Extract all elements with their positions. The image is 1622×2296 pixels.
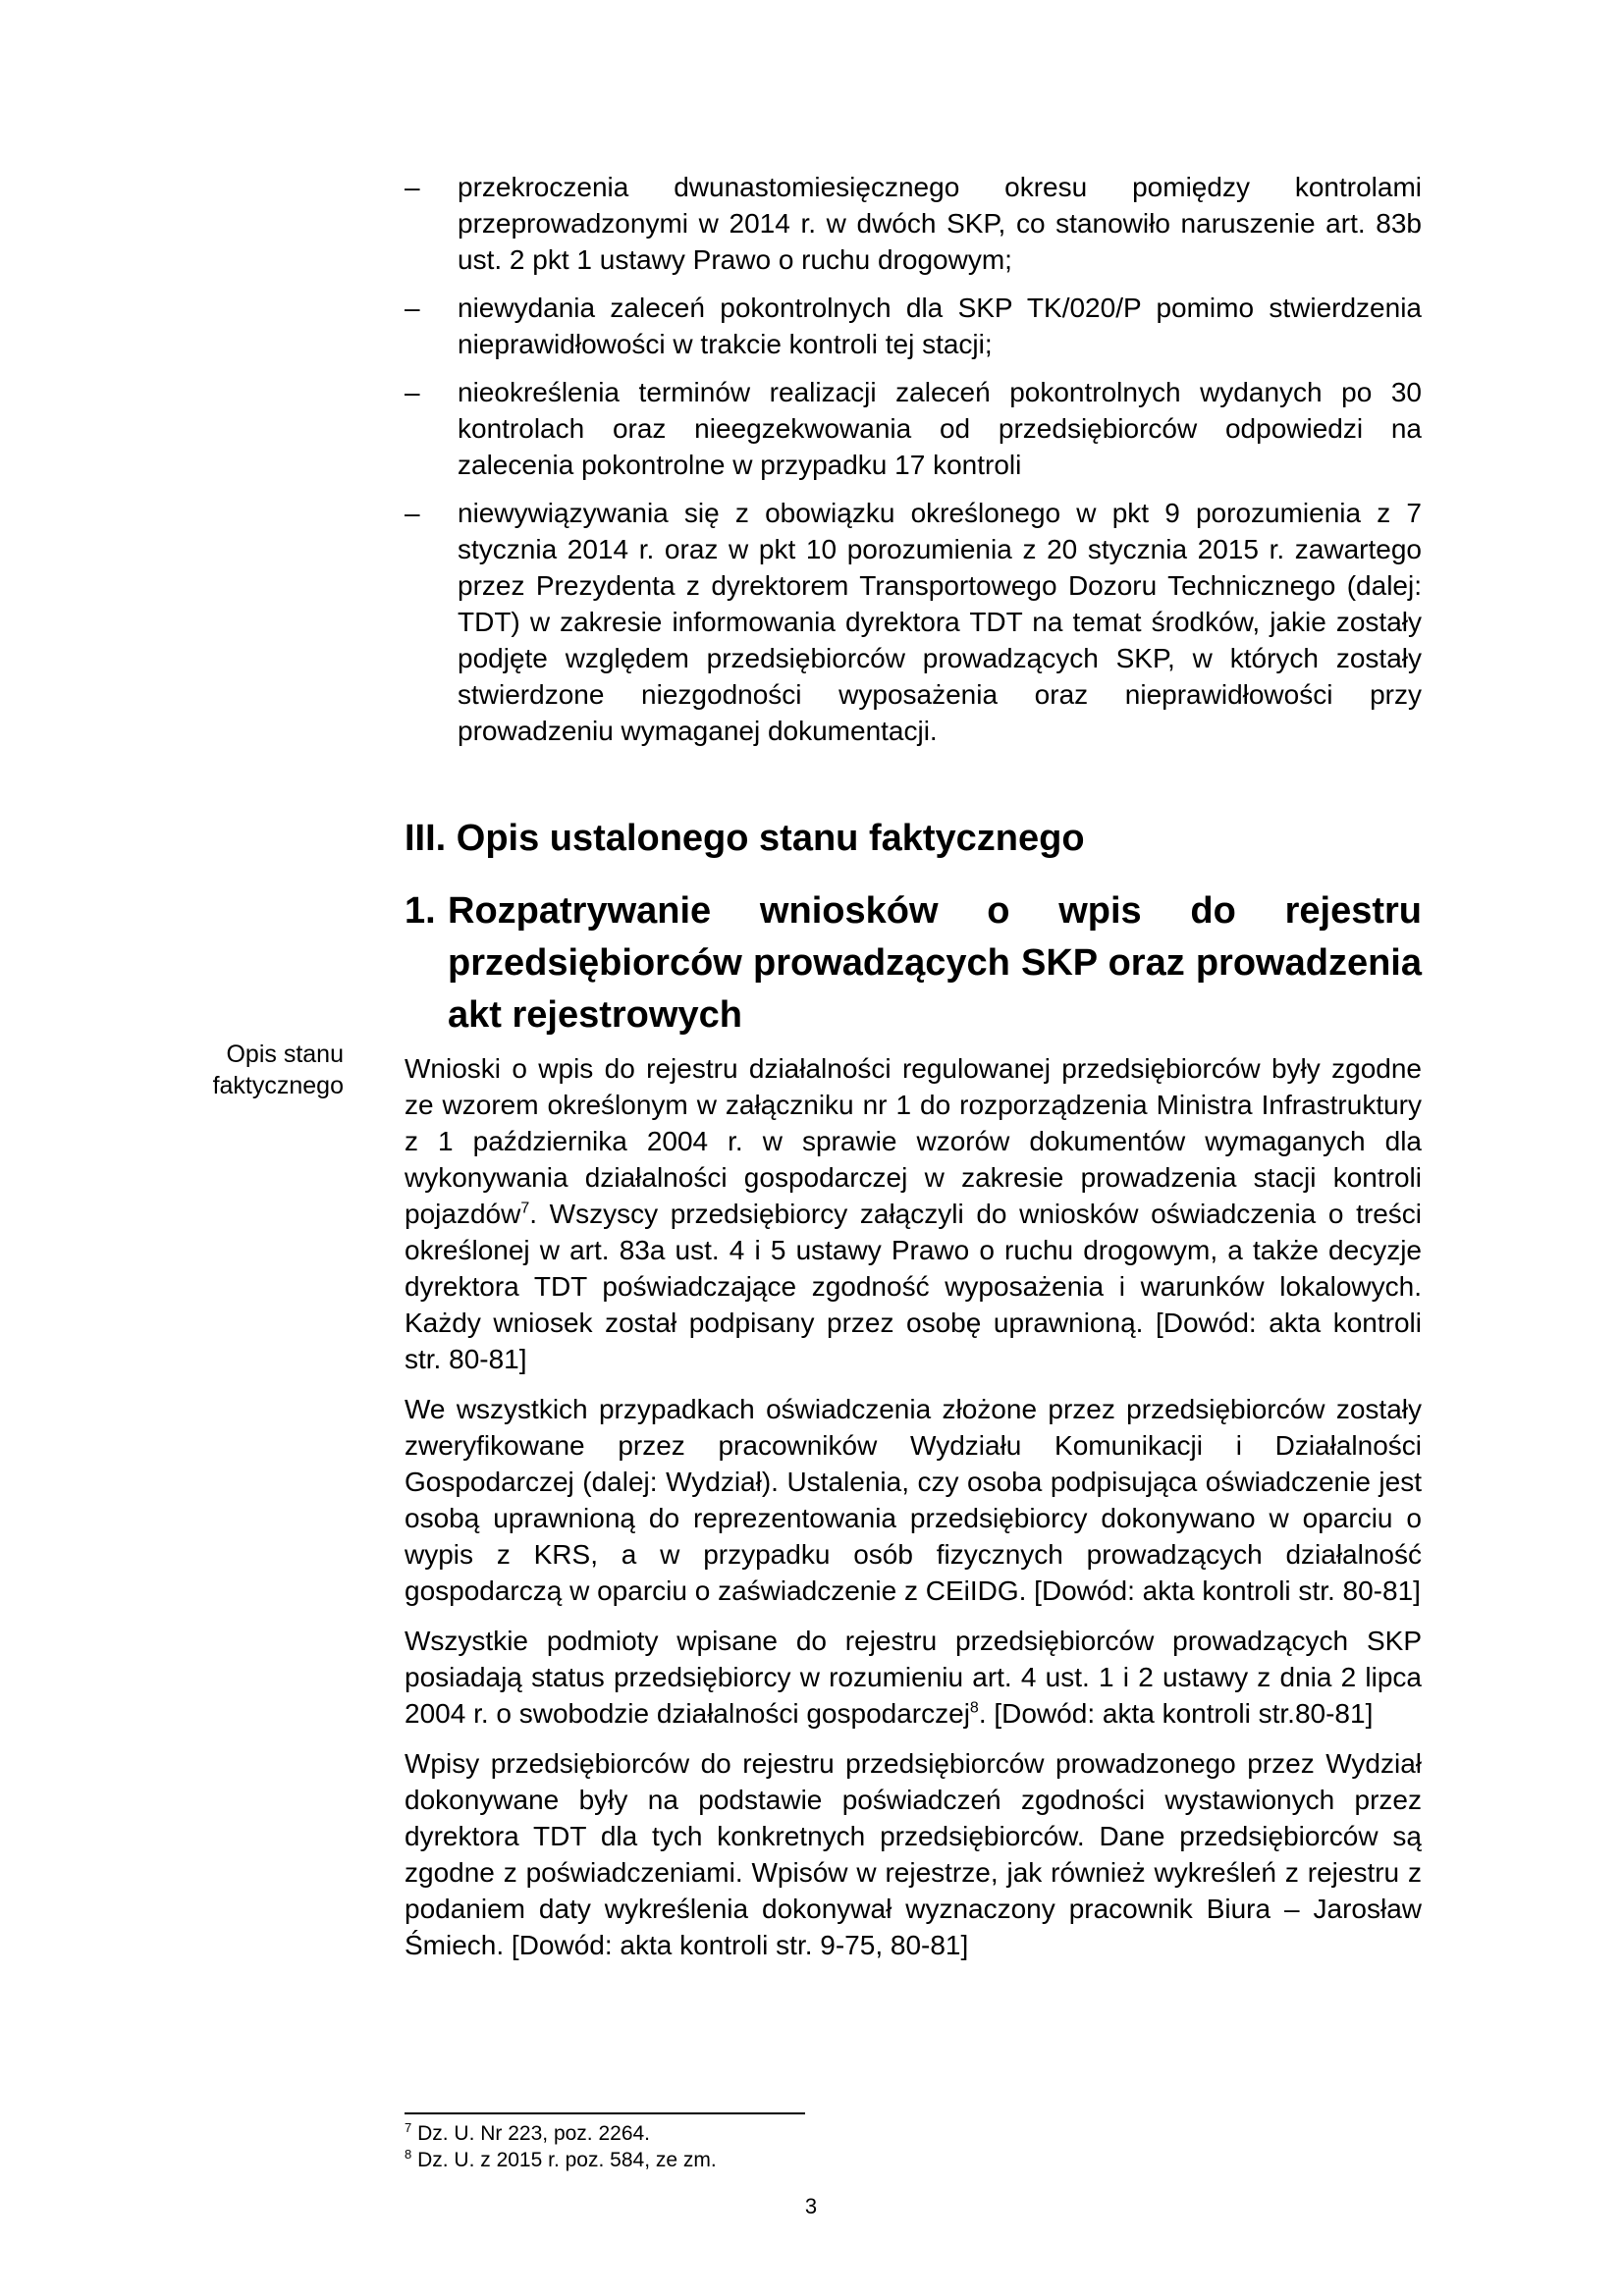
subsection-title: Rozpatrywanie wniosków o wpis do rejestru przedsiębiorców prowadzących SKP oraz prowadzenia akt rejestrowych: [448, 890, 1422, 1036]
margin-note: Opis stanu faktycznego: [212, 1041, 344, 1099]
paragraph-text: Wszystkie podmioty wpisane do rejestru przedsiębiorców prowadzących SKP posiadają status przedsiębiorcy w rozumieniu art. 4 ust. 1 i 2 ustawy z dnia 2 lipca 2004 r. o swobodzie działalności gospodarczej: [405, 1626, 1422, 1729]
bullet-dash: –: [405, 293, 420, 323]
bullet-dash: –: [405, 498, 420, 528]
bullet-text: nieokreślenia terminów realizacji zaleceń pokontrolnych wydanych po 30 kontrolach oraz nieegzekwowania od przedsiębiorców odpowiedzi na zalecenia pokontrolne w przypadku 17 kontroli: [458, 377, 1422, 480]
paragraph-text: Wnioski o wpis do rejestru działalności regulowanej przedsiębiorców były zgodne ze wzorem określonym w załączniku nr 1 do rozporządzenia Ministra Infrastruktury z 1 października 2004 r. w sprawie wzorów dokumentów wymaganych dla wykonywania działalności gospodarczej w zakresie prowadzenia stacji kontroli pojazdów: [405, 1053, 1422, 1229]
footnotes: [405, 2120, 717, 2173]
footnote-text: Dz. U. Nr 223, poz. 2264.: [411, 2122, 651, 2145]
bullet-text: niewywiązywania się z obowiązku określonego w pkt 9 porozumienia z 7 stycznia 2014 r. oraz w pkt 10 porozumienia z 20 stycznia 2015 r. zawartego przez Prezydenta z dyrektorem Transportowego Dozoru Technicznego (dalej: TDT) w zakresie informowania dyrektora TDT na temat środków, jakie zostały podjęte względem przedsiębiorców prowadzących SKP, w których zostały stwierdzone niezgodności wyposażenia oraz nieprawidłowości przy prowadzeniu wymaganej dokumentacji.: [458, 498, 1422, 746]
paragraph-text: We wszystkich przypadkach oświadczenia złożone przez przedsiębiorców zostały zweryfikowane przez pracowników Wydziału Komunikacji i Działalności Gospodarczej (dalej: Wydział). Ustalenia, czy osoba podpisująca oświadczenie jest osobą uprawnioną do reprezentowania przedsiębiorcy dokonywano w oparciu o wypis z KRS, a w przypadku osób fizycznych prowadzących działalność gospodarczą w oparciu o zaświadczenie z CEiIDG. [Dowód: akta kontroli str. 80-81]: [405, 1394, 1422, 1606]
list-item: [405, 290, 1422, 362]
footnote: [405, 2120, 717, 2147]
section-heading: III. Opis ustalonego stanu faktycznego: [405, 818, 1085, 859]
paragraph: [405, 1623, 1422, 1732]
paragraph-text: Wpisy przedsiębiorców do rejestru przedsiębiorców prowadzonego przez Wydział dokonywane były na podstawie poświadczeń zgodności wystawionych przez dyrektora TDT dla tych konkretnych przedsiębiorców. Dane przedsiębiorców są zgodne z poświadczeniami. Wpisów w rejestrze, jak również wykreśleń z rejestru z podaniem daty wykreślenia dokonywał wyznaczony pracownik Biura – Jarosław Śmiech. [Dowód: akta kontroli str. 9-75, 80-81]: [405, 1748, 1422, 1960]
footnote-number: 7: [405, 2120, 412, 2135]
footnote: [405, 2147, 717, 2173]
footnote-number: 8: [405, 2147, 412, 2162]
footnote-separator: [405, 2112, 805, 2114]
bullet-text: niewydania zaleceń pokontrolnych dla SKP TK/020/P pomimo stwierdzenia nieprawidłowości w trakcie kontroli tej stacji;: [458, 293, 1422, 359]
body-text: [405, 1050, 1422, 1977]
footnote-text: Dz. U. z 2015 r. poz. 584, ze zm.: [411, 2149, 717, 2171]
bullet-list: [405, 169, 1422, 761]
subsection-number: 1.: [405, 890, 436, 932]
paragraph-text-cont: . [Dowód: akta kontroli str.80-81]: [978, 1698, 1374, 1729]
list-item: [405, 495, 1422, 749]
paragraph-text-cont: . Wszyscy przedsiębiorcy załączyli do wniosków oświadczenia o treści określonej w art. 83a ust. 4 i 5 ustawy Prawo o ruchu drogowym, a także decyzje dyrektora TDT poświadczające zgodność wyposażenia i warunków lokalowych. Każdy wniosek został podpisany przez osobę uprawnioną. [Dowód: akta kontroli str. 80-81]: [405, 1199, 1422, 1374]
paragraph: [405, 1391, 1422, 1609]
bullet-dash: –: [405, 172, 420, 202]
footnote-ref: 7: [520, 1200, 530, 1217]
paragraph: [405, 1050, 1422, 1377]
page-number: 3: [804, 2194, 818, 2218]
footnote-ref: 8: [969, 1699, 979, 1717]
bullet-text: przekroczenia dwunastomiesięcznego okresu pomiędzy kontrolami przeprowadzonymi w 2014 r. w dwóch SKP, co stanowiło naruszenie art. 83b ust. 2 pkt 1 ustawy Prawo o ruchu drogowym;: [458, 172, 1422, 275]
subsection-heading: [405, 885, 1422, 1041]
bullet-dash: –: [405, 377, 420, 407]
list-item: [405, 169, 1422, 278]
paragraph: [405, 1745, 1422, 1963]
list-item: [405, 374, 1422, 483]
